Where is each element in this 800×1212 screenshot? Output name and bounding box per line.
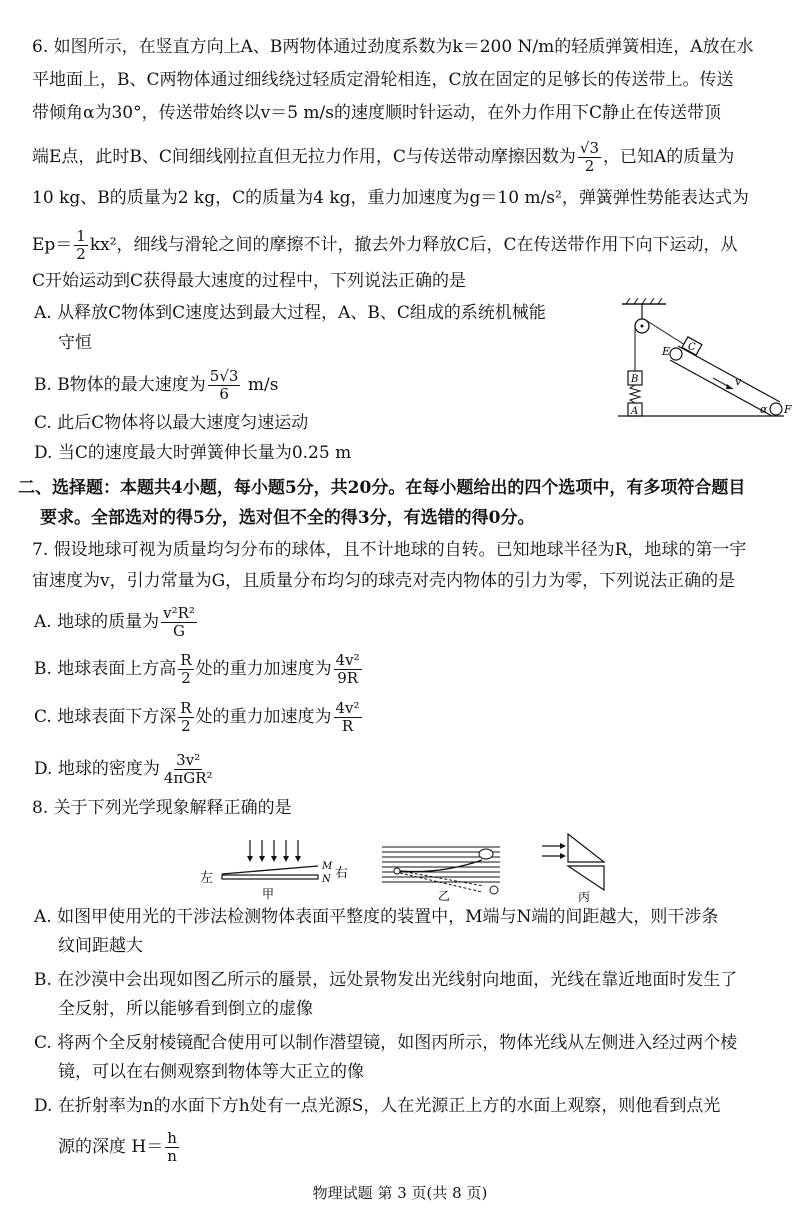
q7-option-b-num: 4v²	[335, 651, 360, 669]
q7-line-1: 7. 假设地球可视为质量均匀分布的球体，且不计地球的自转。已知地球半径为R，地球的第一宇	[32, 540, 747, 560]
q7-option-c-h-den: 2	[181, 717, 191, 735]
q7-option-a	[34, 605, 199, 640]
q8-option-a-2: 纹间距越大	[58, 936, 143, 956]
q6-line-5: 10 kg、B的质量为2 kg，C的质量为4 kg，重力加速度为g＝10 m/s²，弹簧弹性势能表达式为	[32, 188, 749, 208]
q7-option-c-fraction	[334, 700, 362, 735]
label-m: M	[322, 861, 333, 872]
q7-line-2: 宙速度为v，引力常量为G，且质量分布均匀的球壳对壳内物体的引力为零，下列说法正确的是	[32, 571, 736, 591]
label-alpha: α	[760, 403, 768, 416]
q8-option-d-fraction	[165, 1130, 179, 1165]
label-right: 右	[335, 866, 349, 881]
q6-option-a-2: 守恒	[58, 333, 92, 353]
q6-figure	[618, 298, 793, 423]
q6-line-4	[32, 140, 734, 175]
spring-icon	[630, 385, 640, 403]
q6-line-6-post: kx²，细线与滑轮之间的摩擦不计，撤去外力释放C后，C在传送带作用下向下运动，从	[89, 235, 738, 255]
q8-option-d-2	[58, 1130, 181, 1165]
q7-option-b-den: 9R	[337, 669, 359, 687]
section-2-heading-1: 二、选择题：本题共4小题，每小题5分，共20分。在每小题给出的四个选项中，有多项符合题目	[18, 478, 746, 498]
q7-option-b	[34, 652, 364, 687]
mu-fraction	[578, 140, 601, 175]
label-v: v	[735, 375, 742, 388]
q6-option-b-post: m/s	[242, 375, 279, 395]
label-c: C	[688, 342, 696, 353]
q7-option-d-num: 3v²	[176, 751, 201, 769]
label-left: 左	[200, 871, 214, 886]
label-f: F	[784, 403, 792, 416]
q6-option-b-den: 6	[219, 385, 229, 403]
page-footer: 物理试题 第 3 页(共 8 页)	[312, 1184, 488, 1202]
q6-line-6	[32, 228, 738, 263]
q7-option-d-den: 4πGR²	[163, 769, 213, 787]
figure-yi	[382, 842, 506, 902]
q7-option-a-fraction	[161, 605, 197, 640]
label-bing: 丙	[578, 890, 591, 902]
q6-option-b-num: 5√3	[209, 367, 239, 385]
q7-option-b-height	[178, 652, 193, 687]
q6-line-7: C开始运动到C获得最大速度的过程中，下列说法正确的是	[32, 271, 467, 291]
q6-option-b	[34, 368, 278, 403]
q6-line-2: 平地面上，B、C两物体通过细线绕过轻质定滑轮相连，C放在固定的足够长的传送带上。传送	[32, 70, 734, 90]
q7-option-c-h-num: R	[180, 699, 192, 717]
q8-option-b-2: 全反射，所以能够看到倒立的虚像	[58, 999, 313, 1019]
belt-roller-f	[770, 403, 782, 415]
half-num: 1	[76, 227, 86, 245]
mu-den: 2	[584, 157, 595, 175]
belt-roller-e	[670, 348, 682, 360]
figure-bing	[540, 832, 620, 902]
q6-line-1: 6. 如图所示，在竖直方向上A、B两物体通过劲度系数为k＝200 N/m的轻质弹簧相连，A放在水	[32, 37, 754, 57]
q6-option-b-pre: B. B物体的最大速度为	[34, 375, 206, 395]
label-a: A	[631, 406, 639, 417]
q8-option-a-1: A. 如图甲使用光的干涉法检测物体表面平整度的装置中，M端与N端的间距越大，则干涉条	[34, 907, 719, 927]
q7-option-b-h-num: R	[180, 651, 192, 669]
q8-option-d-2-pre: 源的深度 H＝	[58, 1137, 164, 1157]
q8-option-d-den: n	[167, 1147, 177, 1165]
q7-option-b-h-den: 2	[181, 669, 191, 687]
q6-option-d: D. 当C的速度最大时弹簧伸长量为0.25 m	[34, 443, 352, 463]
label-n: N	[322, 874, 331, 885]
q8-option-c-1: C. 将两个全反射棱镜配合使用可以制作潜望镜，如图丙所示，物体光线从左侧进入经过两个棱	[34, 1033, 738, 1053]
q7-option-c-den: R	[341, 717, 354, 735]
q6-option-c: C. 此后C物体将以最大速度匀速运动	[34, 413, 309, 433]
q7-option-a-pre: A. 地球的质量为	[34, 612, 160, 632]
q8-option-d-1: D. 在折射率为n的水面下方h处有一点光源S，人在光源正上方的水面上观察，则他看到点光	[34, 1096, 721, 1116]
q6-line-4-pre: 端E点，此时B、C间细线刚拉直但无拉力作用，C与传送带动摩擦因数为	[32, 147, 576, 167]
prism-top	[568, 834, 604, 862]
q6-line-6-pre: Ep＝	[32, 235, 73, 255]
q7-option-a-den: G	[173, 622, 185, 640]
q6-line-3: 带倾角α为30°，传送带始终以v＝5 m/s的速度顺时针运动，在外力作用下C静止在传送带顶	[32, 103, 722, 123]
q7-option-a-num: v²R²	[163, 604, 195, 622]
q6-option-a-1: A. 从释放C物体到C速度达到最大过程，A、B、C组成的系统机械能	[34, 303, 546, 323]
q7-option-c-pre: C. 地球表面下方深	[34, 707, 177, 727]
half-fraction	[74, 228, 88, 263]
section-2-heading-2: 要求。全部选对的得5分，选对但不全的得3分，有选错的得0分。	[40, 508, 535, 528]
q7-option-c	[34, 700, 364, 735]
mu-num: √3	[579, 139, 600, 157]
figure-jia	[196, 838, 356, 900]
prism-bottom	[568, 866, 604, 890]
q7-option-c-num: 4v²	[335, 699, 360, 717]
q7-option-b-fraction	[334, 652, 362, 687]
q8-option-b-1: B. 在沙漠中会出现如图乙所示的蜃景，远处景物发出光线射向地面，光线在靠近地面时发生了	[34, 970, 738, 990]
q7-option-d	[34, 752, 217, 787]
q7-option-d-fraction	[162, 752, 215, 787]
q7-option-c-mid: 处的重力加速度为	[195, 707, 332, 727]
q7-option-d-pre: D. 地球的密度为	[34, 759, 160, 779]
q8-option-c-2: 镜，可以在右侧观察到物体等大正立的像	[58, 1062, 364, 1082]
label-jia: 甲	[262, 887, 275, 900]
q7-option-b-mid: 处的重力加速度为	[195, 659, 332, 679]
half-den: 2	[76, 245, 86, 263]
q6-line-4-post: ，已知A的质量为	[603, 147, 735, 167]
label-yi: 乙	[438, 889, 451, 902]
q7-option-c-depth	[178, 700, 193, 735]
q6-option-b-fraction	[208, 368, 241, 403]
label-e: E	[662, 345, 671, 358]
q8-option-d-num: h	[167, 1129, 177, 1147]
label-b: B	[631, 374, 639, 385]
q8-line-1: 8. 关于下列光学现象解释正确的是	[32, 798, 292, 818]
q7-option-b-pre: B. 地球表面上方高	[34, 659, 177, 679]
